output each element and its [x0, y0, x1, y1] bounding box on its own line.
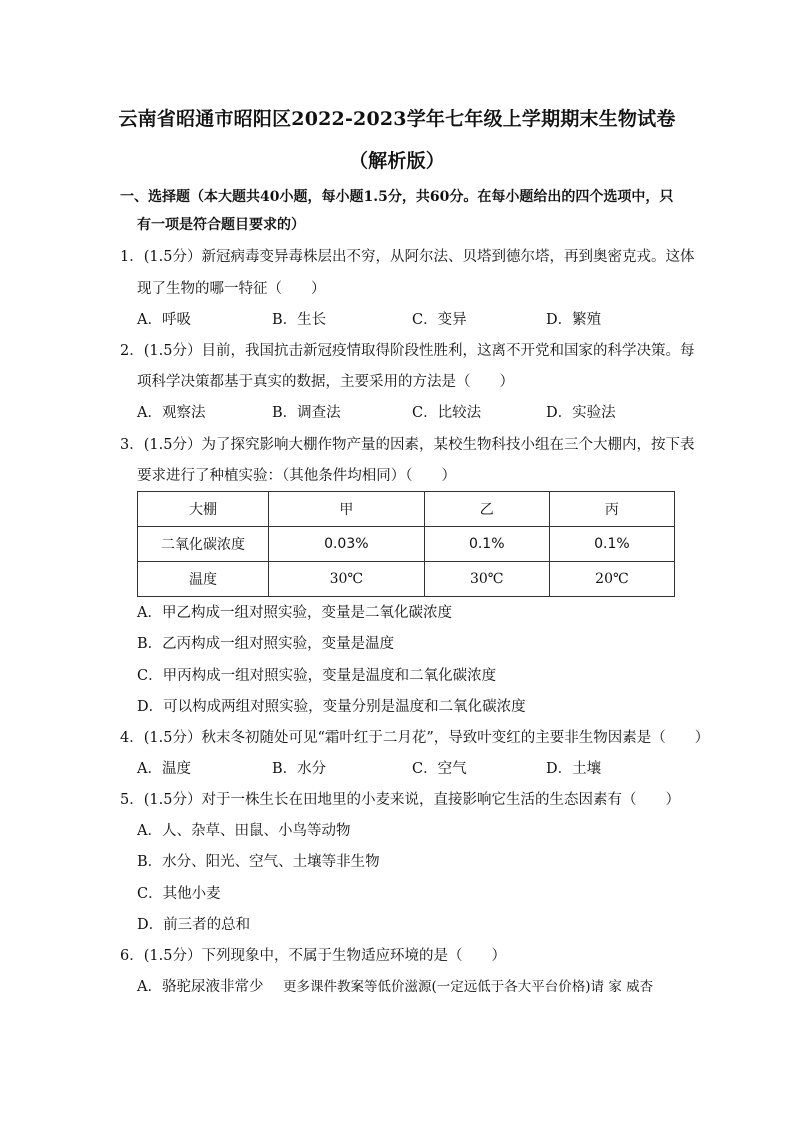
q2-option-b: B．调查法 [272, 405, 341, 421]
q5-option-a: A．人、杂草、田鼠、小鸟等动物 [137, 823, 351, 839]
q2-stem-line1: 2．(1.5分）目前，我国抗击新冠疫情取得阶段性胜利，这离不开党和国家的科学决策。每 [120, 343, 695, 359]
table-cell: 30℃ [424, 562, 549, 597]
q3-option-b: B．乙丙构成一组对照实验，变量是温度 [137, 636, 395, 652]
table-cell: 0.1% [424, 527, 549, 562]
q3-option-a: A．甲乙构成一组对照实验，变量是二氧化碳浓度 [137, 605, 452, 621]
document-subtitle: （解析版） [348, 150, 445, 172]
q4-option-a: A．温度 [137, 761, 191, 777]
section-heading-line1: 一、选择题（本大题共40小题，每小题1.5分，共60分。在每小题给出的四个选项中，只 [120, 189, 674, 205]
q1-option-d: D．繁殖 [546, 312, 602, 328]
q3-option-d: D．可以构成两组对照实验，变量分别是温度和二氧化碳浓度 [137, 699, 526, 715]
q4-option-c: C．空气 [412, 761, 467, 777]
q1-option-c: C．变异 [412, 312, 467, 328]
table-cell: 温度 [138, 562, 269, 597]
table-row [138, 562, 675, 597]
table-row [138, 527, 675, 562]
q1-stem-line2: 现了生物的哪一特征（ ） [137, 281, 326, 297]
table-header-cell: 乙 [424, 492, 549, 527]
table-header-row [138, 492, 675, 527]
q2-option-d: D．实验法 [546, 405, 616, 421]
watermark-text: 更多课件教案等低价滋源(一定远低于各大平台价格)请 家 威杏 [283, 979, 654, 995]
q5-stem: 5．(1.5分）对于一株生长在田地里的小麦来说，直接影响它生活的生态因素有（ ） [120, 792, 680, 808]
table-cell: 二氧化碳浓度 [138, 527, 269, 562]
q5-option-b: B．水分、阳光、空气、土壤等非生物 [137, 854, 380, 870]
q1-option-b: B．生长 [272, 312, 327, 328]
q6-stem: 6．(1.5分）下列现象中，不属于生物适应环境的是（ ） [120, 948, 506, 964]
q3-option-c: C．甲丙构成一组对照实验，变量是温度和二氧化碳浓度 [137, 668, 497, 684]
q5-option-c: C．其他小麦 [137, 886, 221, 902]
q2-option-a: A．观察法 [137, 405, 206, 421]
table-header-cell: 丙 [549, 492, 674, 527]
q2-option-c: C．比较法 [412, 405, 482, 421]
q3-stem-line2: 要求进行了种植实验：（其他条件均相同）（ ） [137, 468, 456, 484]
table-header-cell: 甲 [269, 492, 425, 527]
table-cell: 0.03% [269, 527, 425, 562]
q6-option-a: A．骆驼尿液非常少 [137, 979, 264, 995]
q2-stem-line2: 项科学决策都基于真实的数据，主要采用的方法是（ ） [137, 374, 514, 390]
q4-option-b: B．水分 [272, 761, 327, 777]
q5-option-d: D．前三者的总和 [137, 917, 251, 933]
section-heading-line2: 有一项是符合题目要求的） [137, 217, 305, 233]
q4-option-d: D．土壤 [546, 761, 602, 777]
table-cell: 20℃ [549, 562, 674, 597]
experiment-table [137, 491, 675, 597]
table-cell: 30℃ [269, 562, 425, 597]
q4-stem: 4．(1.5分）秋末冬初随处可见“霜叶红于二月花”，导致叶变红的主要非生物因素是（ ） [120, 730, 710, 746]
table-cell: 0.1% [549, 527, 674, 562]
table-header-cell: 大棚 [138, 492, 269, 527]
q3-stem-line1: 3．(1.5分）为了探究影响大棚作物产量的因素，某校生物科技小组在三个大棚内，按下表 [120, 437, 695, 453]
q1-option-a: A．呼吸 [137, 312, 191, 328]
q1-stem-line1: 1．(1.5分）新冠病毒变异毒株层出不穷，从阿尔法、贝塔到德尔塔，再到奥密克戎。这体 [120, 249, 695, 265]
document-title: 云南省昭通市昭阳区2022-2023学年七年级上学期期末生物试卷 [118, 108, 676, 130]
